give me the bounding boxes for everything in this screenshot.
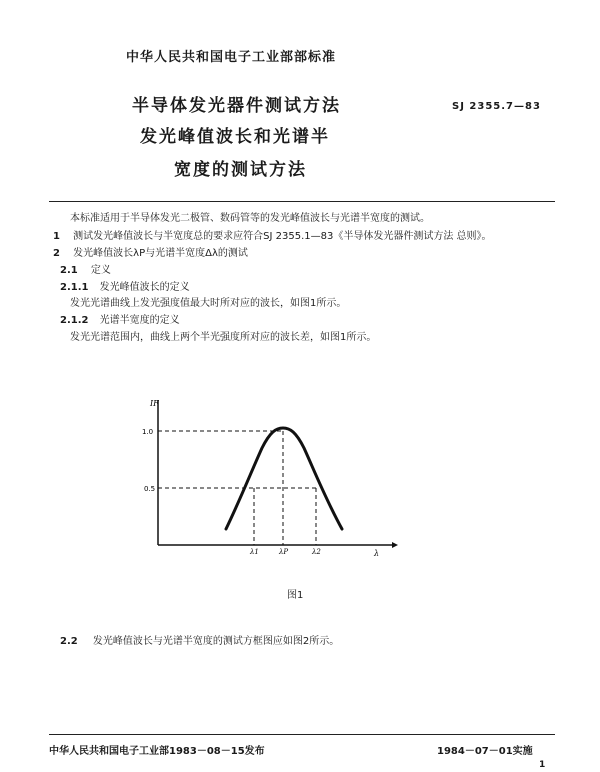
section-1-text: 测试发光峰值波长与半宽度总的要求应符合SJ 2355.1—83《半导体发光器件测试方法 总则》。 [73,231,492,242]
document-title-line-2: 发光峰值波长和光谱半 [140,127,330,147]
lambda1-label: λ1 [250,548,259,556]
section-2-1-2-heading: 光谱半宽度的定义 [99,315,180,326]
figure-1-caption: 图1 [287,590,304,601]
section-2-number: 2 [53,248,60,259]
section-1 [53,227,492,242]
lambdap-label: λP [279,548,289,556]
x-axis-arrow [392,542,398,548]
footer-divider [49,734,555,735]
document-title-line-1: 半导体发光器件测试方法 [132,96,341,116]
tick-label-0-5: 0.5 [144,485,156,493]
section-1-number: 1 [53,231,60,242]
section-2-1-1 [60,278,190,293]
figure-1-spectrum-diagram [140,390,400,570]
tick-label-1-0: 1.0 [142,428,154,436]
spectrum-curve [226,428,342,529]
standard-code: SJ 2355.7—83 [452,101,541,112]
section-2-2 [60,632,339,647]
page-number: 1 [539,760,546,770]
y-axis-label: IF [150,399,159,408]
section-2-1-1-number: 2.1.1 [60,282,89,293]
section-2-heading: 发光峰值波长λP与光谱半宽度Δλ的测试 [73,248,248,259]
section-2-1 [60,261,111,276]
issuing-authority: 中华人民共和国电子工业部部标准 [126,50,337,65]
section-2-2-text: 发光峰值波长与光谱半宽度的测试方框图应如图2所示。 [92,636,340,647]
section-2-1-heading: 定义 [90,265,111,276]
section-2 [53,244,248,259]
section-2-1-2 [60,311,180,326]
section-2-2-number: 2.2 [60,636,78,647]
section-2-1-1-body: 发光光谱曲线上发光强度值最大时所对应的波长，如图1所示。 [70,298,347,309]
x-axis-label: λ [374,549,380,558]
section-2-1-2-number: 2.1.2 [60,315,89,326]
effective-date: 1984－07－01实施 [437,746,533,757]
issue-date: 中华人民共和国电子工业部1983－08－15发布 [49,746,265,757]
intro-paragraph: 本标准适用于半导体发光二极管、数码管等的发光峰值波长与光谱半宽度的测试。 [70,213,430,224]
lambda2-label: λ2 [312,548,321,556]
section-2-1-2-body: 发光光谱范围内，曲线上两个半光强度所对应的波长差，如图1所示。 [70,332,377,343]
header-divider [49,201,555,202]
section-2-1-1-heading: 发光峰值波长的定义 [99,282,190,293]
document-title-line-3: 宽度的测试方法 [174,160,307,180]
section-2-1-number: 2.1 [60,265,78,276]
